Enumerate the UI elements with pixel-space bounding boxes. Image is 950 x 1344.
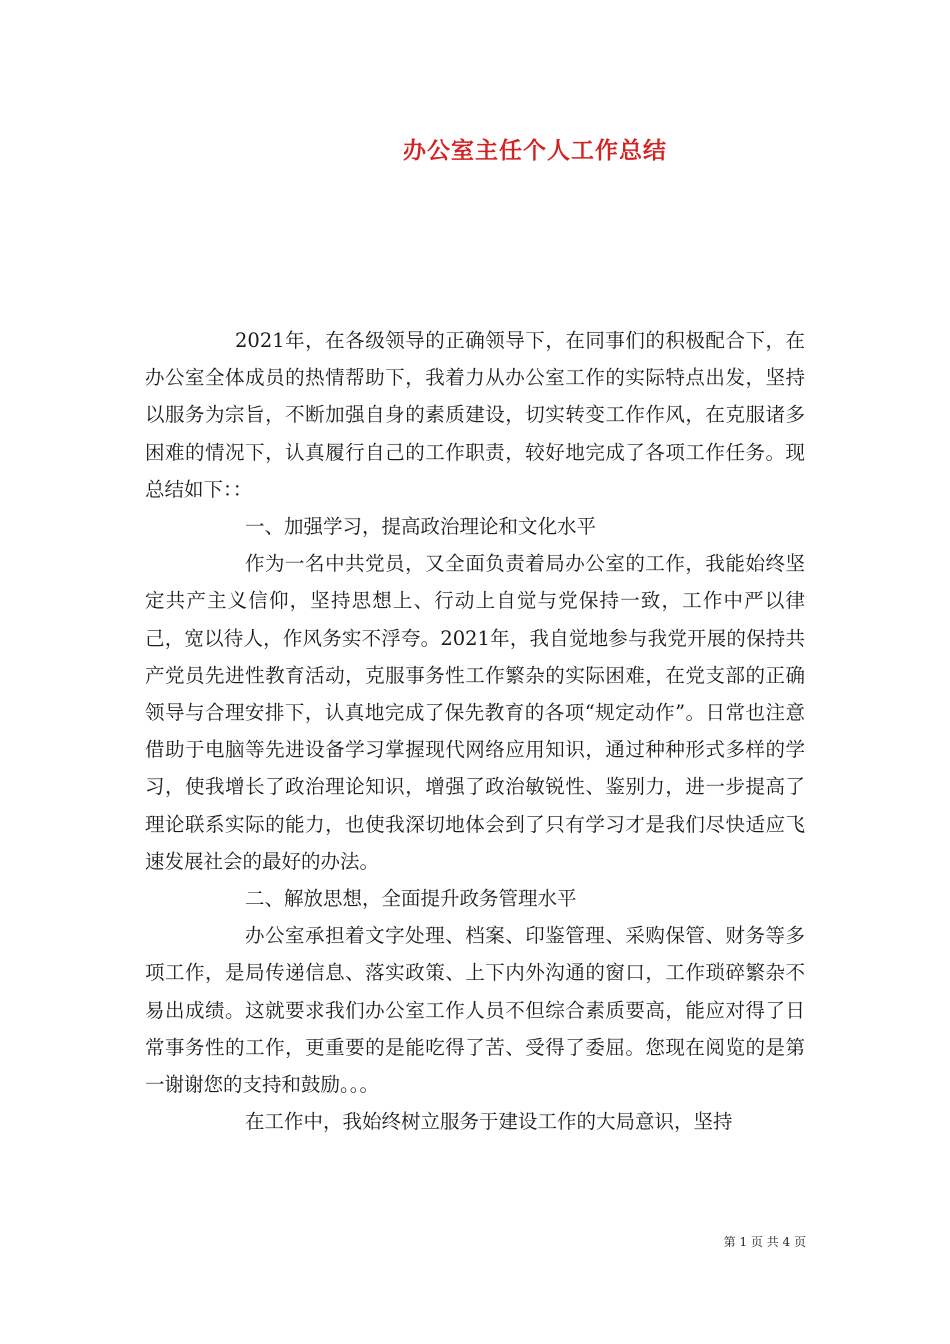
section-heading-1: 一、加强学习，提高政治理论和文化水平 [245, 515, 597, 539]
page-number: 第 1 页 共 4 页 [723, 1235, 806, 1249]
paragraph-continuation: 在工作中，我始终树立服务于建设工作的大局意识，坚持 [245, 1110, 733, 1134]
section-heading-2: 二、解放思想，全面提升政务管理水平 [245, 887, 577, 911]
paragraph-section-2: 办公室承担着文字处理、档案、印鉴管理、采购保管、财务等多项工作，是局传递信息、落实政策、上下内外沟通的窗口，工作琐碎繁杂不易出成绩。这就要求我们办公室工作人员不但综合素质要高，能应对得了日常事务性的工作，更重要的是能吃得了苦、受得了委屈。您现在阅览的是第一谢谢您的支持和鼓励。。。 [145, 924, 805, 1097]
document-body [145, 322, 805, 1140]
paragraph-section-1: 作为一名中共党员，又全面负责着局办公室的工作，我能始终坚定共产主义信仰，坚持思想上、行动上自觉与党保持一致，工作中严以律己，宽以待人，作风务实不浮夸。2021年，我自觉地参与我党开展的保持共产党员先进性教育活动，克服事务性工作繁杂的实际困难，在党支部的正确领导与合理安排下，认真地完成了保先教育的各项“规定动作”。日常也注意借助于电脑等先进设备学习掌握现代网络应用知识，通过种种形式多样的学习，使我增长了政治理论知识，增强了政治敏锐性、鉴别力，进一步提高了理论联系实际的能力，也使我深切地体会到了只有学习才是我们尽快适应飞速发展社会的最好的办法。 [145, 552, 805, 873]
paragraph-intro: 2021年，在各级领导的正确领导下，在同事们的积极配合下，在办公室全体成员的热情帮助下，我着力从办公室工作的实际特点出发，坚持以服务为宗旨，不断加强自身的素质建设，切实转变工作作风，在克服诸多困难的情况下，认真履行自己的工作职责，较好地完成了各项工作任务。现总结如下：： [145, 329, 805, 501]
document-title: 办公室主任个人工作总结 [403, 137, 667, 164]
